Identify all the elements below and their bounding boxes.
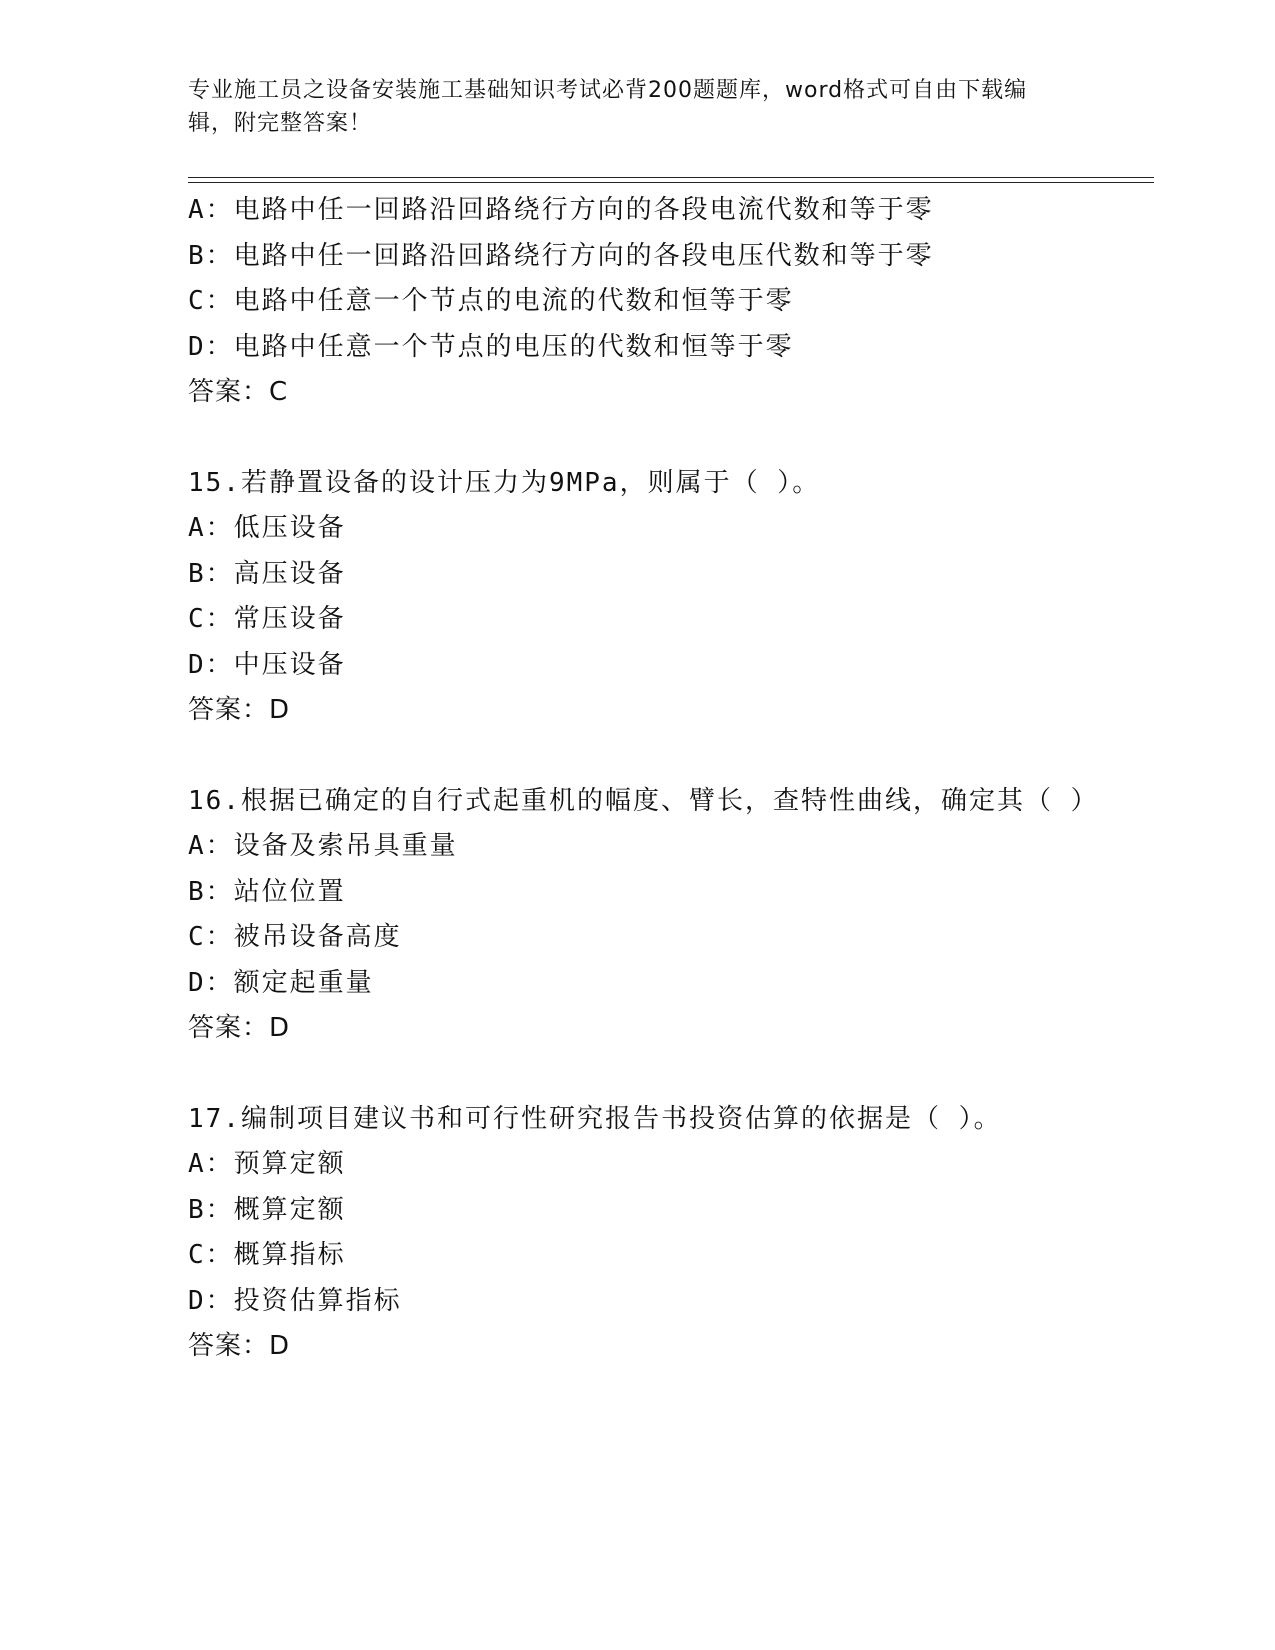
question-block-16	[188, 779, 1108, 1052]
option-d: D：投资估算指标	[188, 1285, 402, 1316]
option-b: B：电路中任一回路沿回路绕行方向的各段电压代数和等于零	[188, 240, 934, 271]
question-block-14	[188, 188, 1108, 416]
answer-text: 答案：D	[188, 1013, 291, 1043]
question-block-17	[188, 1097, 1108, 1370]
option-d: D：电路中任意一个节点的电压的代数和恒等于零	[188, 331, 794, 362]
option-b: B：站位位置	[188, 876, 346, 907]
question-text: 16.根据已确定的自行式起重机的幅度、臂长，查特性曲线，确定其（ ）	[188, 785, 1099, 816]
header-divider-top	[188, 177, 1154, 178]
option-d: D：中压设备	[188, 649, 346, 680]
header-divider-bottom	[188, 182, 1154, 183]
option-c: C：电路中任意一个节点的电流的代数和恒等于零	[188, 286, 794, 316]
option-b: B：概算定额	[188, 1194, 346, 1225]
question-spacer	[188, 734, 1108, 779]
question-spacer	[188, 416, 1108, 461]
question-text: 17.编制项目建议书和可行性研究报告书投资估算的依据是（ ）。	[188, 1103, 1002, 1134]
question-block-15	[188, 461, 1108, 734]
option-a: A：电路中任一回路沿回路绕行方向的各段电流代数和等于零	[188, 195, 934, 225]
option-a: A：低压设备	[188, 513, 346, 543]
question-spacer	[188, 1052, 1108, 1097]
option-d: D：额定起重量	[188, 967, 374, 998]
option-b: B：高压设备	[188, 558, 346, 589]
option-c: C：概算指标	[188, 1240, 346, 1270]
answer-text: 答案：D	[188, 695, 291, 725]
document-header: 专业施工员之设备安装施工基础知识考试必背200题题库，word格式可自由下载编辑，附完整答案！	[188, 78, 1028, 136]
answer-text: 答案：D	[188, 1331, 291, 1361]
option-c: C：常压设备	[188, 604, 346, 634]
answer-text: 答案：C	[188, 377, 289, 407]
option-a: A：预算定额	[188, 1149, 346, 1179]
question-text: 15.若静置设备的设计压力为9MPa，则属于（ ）。	[188, 467, 821, 498]
question-list	[188, 188, 1108, 1370]
option-a: A：设备及索吊具重量	[188, 831, 458, 861]
option-c: C：被吊设备高度	[188, 922, 402, 952]
